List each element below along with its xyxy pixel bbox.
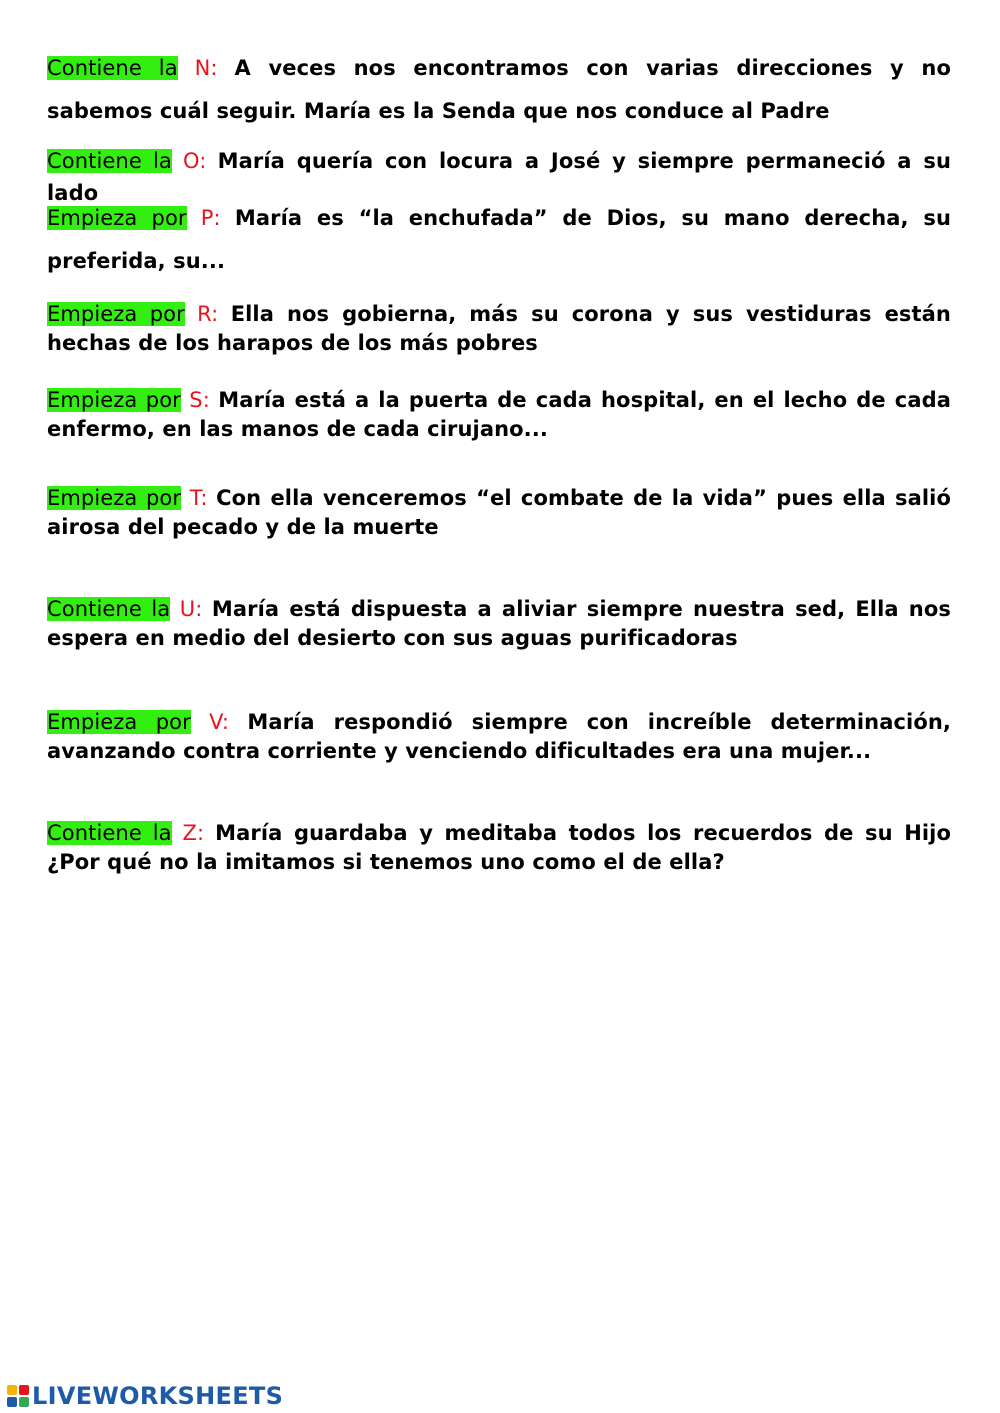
- clue-text: María está a la puerta de cada hospital, en el lecho de cada enfermo, en las manos de cada cirujano...: [47, 388, 951, 441]
- liveworksheets-logo-icon: [7, 1385, 29, 1407]
- clue-n: [47, 47, 951, 133]
- clue-text: Ella nos gobierna, más su corona y sus vestiduras están hechas de los harapos de los más pobres: [47, 302, 951, 355]
- liveworksheets-logo[interactable]: [7, 1382, 283, 1410]
- clue-text: María es “la enchufada” de Dios, su mano derecha, su preferida, su...: [47, 206, 952, 273]
- logo-text: LIVEWORKSHEETS: [32, 1382, 284, 1410]
- clue-prefix: Empieza por: [47, 206, 187, 230]
- clue-letter: O:: [183, 149, 207, 173]
- clue-letter: S:: [189, 388, 210, 412]
- clue-v: [47, 708, 951, 766]
- clue-letter: T:: [189, 486, 208, 510]
- clue-z: [47, 819, 951, 877]
- clue-text: María respondió siempre con increíble determinación, avanzando contra corriente y venciendo dificultades era una mujer...: [47, 710, 952, 763]
- clue-p: [47, 197, 951, 283]
- clue-letter: Z:: [182, 821, 205, 845]
- clue-letter: N:: [194, 56, 218, 80]
- clue-letter: U:: [179, 597, 203, 621]
- clue-letter: P:: [200, 206, 221, 230]
- clue-letter: V:: [209, 710, 230, 734]
- clue-s: [47, 386, 951, 444]
- clue-text: María guardaba y meditaba todos los recuerdos de su Hijo ¿Por qué no la imitamos si tenemos uno como el de ella?: [47, 821, 951, 874]
- clue-prefix: Empieza por: [47, 486, 182, 510]
- clue-prefix: Empieza por: [47, 302, 185, 326]
- clue-text: A veces nos encontramos con varias direcciones y no sabemos cuál seguir. María es la Senda que nos conduce al Padre: [47, 56, 951, 123]
- clue-text: María está dispuesta a aliviar siempre nuestra sed, Ella nos espera en medio del desierto con sus aguas purificadoras: [47, 597, 951, 650]
- clue-t: [47, 484, 951, 542]
- clue-prefix: Contiene la: [47, 56, 178, 80]
- clue-prefix: Contiene la: [47, 821, 172, 845]
- clue-text: Con ella venceremos “el combate de la vida” pues ella salió airosa del pecado y de la muerte: [47, 486, 952, 539]
- clue-prefix: Contiene la: [47, 597, 171, 621]
- clue-text: María quería con locura a José y siempre permaneció a su lado: [47, 149, 952, 205]
- clue-r: [47, 300, 951, 358]
- clue-prefix: Empieza por: [47, 710, 191, 734]
- clue-letter: R:: [197, 302, 219, 326]
- clue-prefix: Empieza por: [47, 388, 181, 412]
- clue-u: [47, 595, 951, 653]
- clue-prefix: Contiene la: [47, 149, 172, 173]
